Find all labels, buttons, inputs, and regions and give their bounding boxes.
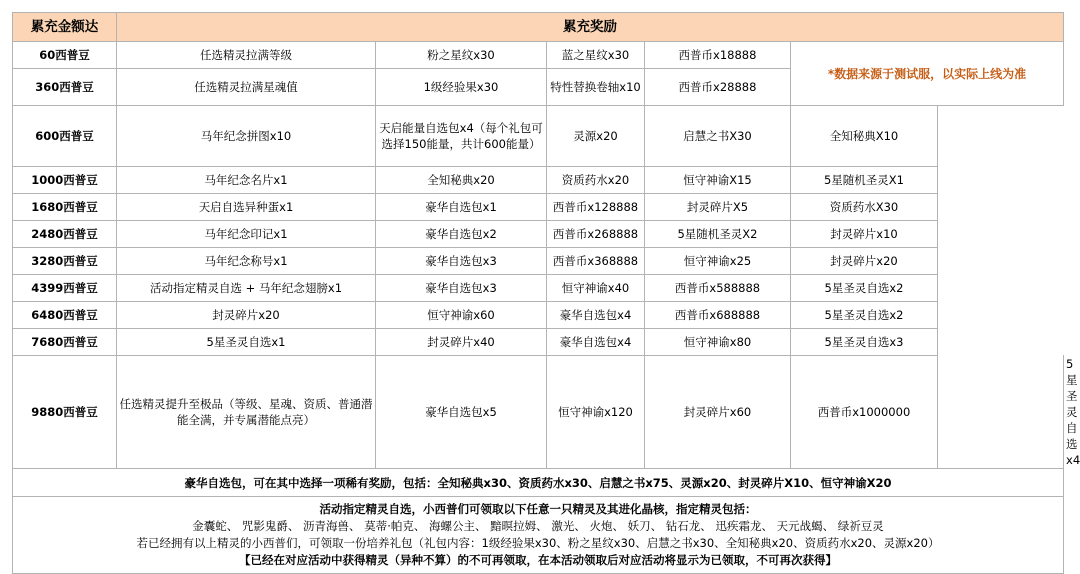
reward-cell: 西普币x128888 (547, 194, 645, 221)
amount-cell: 7680西普豆 (13, 329, 117, 356)
table-row (13, 42, 1064, 69)
reward-cell: 特性替换卷轴x10 (547, 69, 645, 106)
reward-cell: 封灵碎片x20 (117, 302, 376, 329)
reward-cell: 灵源x20 (547, 106, 645, 167)
reward-cell: 5星圣灵自选x1 (117, 329, 376, 356)
activity-spirit-list: 金囊蛇、 咒影鬼爵、 沥青海兽、 莫蒂·帕克、 海螺公主、 黯暝拉姆、 激光、 火炮、 妖刀、 钻石龙、 迅疾霜龙、 天元战蝎、 绿祈豆灵 (192, 519, 884, 533)
reward-cell: 全知秘典x20 (376, 167, 547, 194)
reward-cell: 恒守神谕x120 (547, 356, 645, 469)
reward-cell: 蓝之星纹x30 (547, 42, 645, 69)
reward-cell: 5星圣灵自选x3 (791, 329, 938, 356)
amount-cell: 9880西普豆 (13, 356, 117, 469)
reward-cell: 任选精灵拉满星魂值 (117, 69, 376, 106)
reward-cell: 西普币x28888 (645, 69, 791, 106)
reward-cell: 西普币x368888 (547, 248, 645, 275)
reward-cell: 恒守神谕x40 (547, 275, 645, 302)
amount-cell: 360西普豆 (13, 69, 117, 106)
table-row (13, 248, 1064, 275)
reward-cell: 封灵碎片x60 (645, 356, 791, 469)
reward-cell: 任选精灵拉满等级 (117, 42, 376, 69)
table-row (13, 106, 1064, 167)
reward-cell: 任选精灵提升至极品（等级、星魂、资质、普通潜能全满，并专属潜能点亮） (117, 356, 376, 469)
amount-cell: 1680西普豆 (13, 194, 117, 221)
amount-cell: 6480西普豆 (13, 302, 117, 329)
table-row (13, 302, 1064, 329)
deluxe-row (13, 469, 1064, 497)
header-reward: 累充奖励 (117, 13, 1064, 42)
reward-cell: 资质药水X30 (791, 194, 938, 221)
table-row (13, 194, 1064, 221)
reward-cell: 西普币x268888 (547, 221, 645, 248)
table-row (13, 167, 1064, 194)
reward-cell: 5星随机圣灵X1 (791, 167, 938, 194)
reward-cell: 启慧之书X30 (645, 106, 791, 167)
amount-cell: 4399西普豆 (13, 275, 117, 302)
reward-cell: 天启自选异种蛋x1 (117, 194, 376, 221)
reward-cell: 马年纪念称号x1 (117, 248, 376, 275)
reward-cell: 豪华自选包x2 (376, 221, 547, 248)
reward-cell: 5星圣灵自选x2 (791, 275, 938, 302)
activity-row (13, 497, 1064, 574)
amount-cell: 60西普豆 (13, 42, 117, 69)
reward-cell: 封灵碎片x20 (791, 248, 938, 275)
amount-cell: 3280西普豆 (13, 248, 117, 275)
table-row (13, 329, 1064, 356)
reward-cell: 豪华自选包x3 (376, 248, 547, 275)
reward-cell: 西普币x1000000 (791, 356, 938, 469)
table-row (13, 221, 1064, 248)
header-amount: 累充金额达 (13, 13, 117, 42)
reward-cell: 豪华自选包x4 (547, 329, 645, 356)
reward-cell: 西普币x18888 (645, 42, 791, 69)
activity-restriction: 【已经在对应活动中获得精灵（异种不算）的不可再领取，在本活动领取后对应活动将显示为已领取，不可再次获得】 (239, 553, 838, 567)
reward-table (12, 12, 1080, 574)
reward-cell: 恒守神谕x80 (645, 329, 791, 356)
reward-cell: 5星随机圣灵X2 (645, 221, 791, 248)
amount-cell: 2480西普豆 (13, 221, 117, 248)
reward-cell: 全知秘典X10 (791, 106, 938, 167)
reward-cell: 马年纪念名片x1 (117, 167, 376, 194)
reward-cell: 西普币x688888 (645, 302, 791, 329)
reward-cell: 西普币x588888 (645, 275, 791, 302)
reward-cell: 马年纪念印记x1 (117, 221, 376, 248)
reward-cell: 粉之星纹x30 (376, 42, 547, 69)
table-row: 9880西普豆 任选精灵提升至极品（等级、星魂、资质、普通潜能全满，并专属潜能点亮） 豪华自选包x5 恒守神谕x120 封灵碎片x60 西普币x1000000 5星圣灵自选x4 (13, 356, 1064, 469)
activity-note (13, 497, 1064, 574)
reward-cell: 豪华自选包x1 (376, 194, 547, 221)
reward-cell: 豪华自选包x3 (376, 275, 547, 302)
deluxe-pack-note: 豪华自选包，可在其中选择一项稀有奖励，包括：全知秘典x30、资质药水x30、启慧之书x75、灵源x20、封灵碎片X10、恒守神谕X20 (13, 469, 1064, 497)
reward-cell: 豪华自选包x4 (547, 302, 645, 329)
reward-cell: 封灵碎片X5 (645, 194, 791, 221)
reward-cell: 封灵碎片x10 (791, 221, 938, 248)
reward-cell: 封灵碎片x40 (376, 329, 547, 356)
reward-cell: 天启能量自选包x4（每个礼包可选择150能量，共计600能量） (376, 106, 547, 167)
table-row (13, 275, 1064, 302)
amount-cell: 1000西普豆 (13, 167, 117, 194)
reward-cell: 5星圣灵自选x2 (791, 302, 938, 329)
amount-cell: 600西普豆 (13, 106, 117, 167)
reward-cell: 恒守神谕X15 (645, 167, 791, 194)
reward-cell: 马年纪念拼图x10 (117, 106, 376, 167)
empty-cell (938, 106, 1064, 469)
reward-cell: 1级经验果x30 (376, 69, 547, 106)
reward-cell: 活动指定精灵自选 + 马年纪念翅膀x1 (117, 275, 376, 302)
activity-title: 活动指定精灵自选，小西普们可领取以下任意一只精灵及其进化晶核，指定精灵包括： (319, 502, 757, 516)
reward-cell: 恒守神谕x60 (376, 302, 547, 329)
reward-cell: 恒守神谕x25 (645, 248, 791, 275)
reward-cell: 豪华自选包x5 (376, 356, 547, 469)
activity-alt-pack: 若已经拥有以上精灵的小西普们，可领取一份培养礼包（礼包内容：1级经验果x30、粉之星纹x30、启慧之书x30、全知秘典x20、资质药水x20、灵源x20） (136, 536, 940, 550)
reward-cell: 资质药水x20 (547, 167, 645, 194)
test-server-note: *数据来源于测试服，以实际上线为准 (791, 42, 1064, 106)
